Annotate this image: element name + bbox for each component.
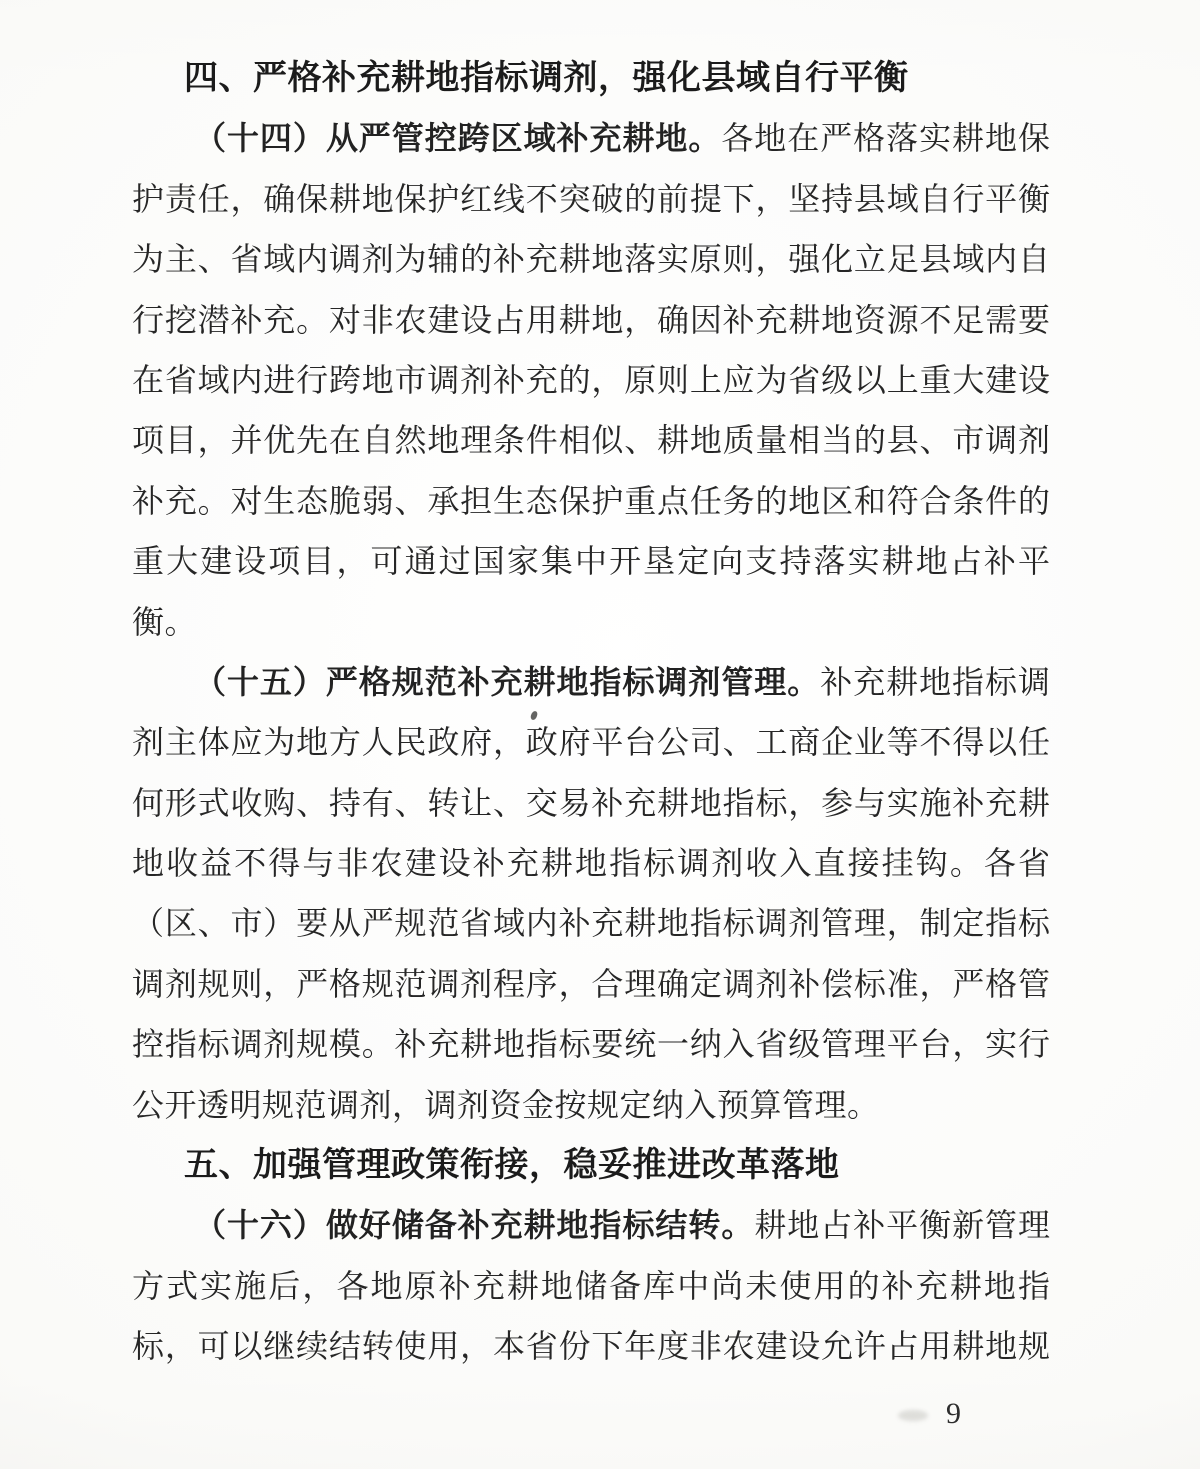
text-line [132, 652, 1050, 712]
text-line [132, 1195, 1050, 1255]
text-line: 为主、省域内调剂为辅的补充耕地落实原则，强化立足县域内自 [132, 241, 1050, 278]
paragraph-lead-in: （十四）从严管控跨区域补充耕地。 [194, 120, 722, 157]
text-line: 地收益不得与非农建设补充耕地指标调剂收入直接挂钩。各省 [132, 845, 1050, 882]
paragraph-lead-in: （十六）做好储备补充耕地指标结转。 [194, 1207, 755, 1244]
scan-smudge [898, 1410, 928, 1421]
text-run: 各地在严格落实耕地保 [721, 120, 1050, 157]
text-line: 衡。 [132, 603, 198, 640]
document-text-block [132, 48, 1050, 1377]
text-line: 标，可以继续结转使用，本省份下年度非农建设允许占用耕地规 [132, 1328, 1050, 1365]
section-heading: 四、严格补充耕地指标调剂，强化县域自行平衡 [184, 59, 909, 97]
text-line: 剂主体应为地方人民政府，政府平台公司、工商企业等不得以任 [132, 724, 1050, 761]
text-line: 方式实施后，各地原补充耕地储备库中尚未使用的补充耕地指 [132, 1267, 1050, 1304]
text-line: 行挖潜补充。对非农建设占用耕地，确因补充耕地资源不足需要 [132, 301, 1050, 338]
text-line: 在省域内进行跨地市调剂补充的，原则上应为省级以上重大建设 [132, 361, 1050, 398]
page-number: 9 [946, 1397, 961, 1430]
text-line: 控指标调剂规模。补充耕地指标要统一纳入省级管理平台，实行 [132, 1026, 1050, 1063]
text-line [132, 108, 1050, 168]
text-line: 补充。对生态脆弱、承担生态保护重点任务的地区和符合条件的 [132, 482, 1050, 519]
text-line: 项目，并优先在自然地理条件相似、耕地质量相当的县、市调剂 [132, 422, 1050, 459]
section-heading: 五、加强管理政策衔接，稳妥推进改革落地 [184, 1146, 840, 1185]
text-line: 护责任，确保耕地保护红线不突破的前提下，坚持县域自行平衡 [132, 180, 1050, 217]
text-run: 耕地占补平衡新管理 [754, 1207, 1050, 1244]
text-line: （区、市）要从严规范省域内补充耕地指标调剂管理，制定指标 [132, 905, 1050, 942]
paragraph-lead-in: （十五）严格规范补充耕地指标调剂管理。 [194, 663, 821, 700]
text-line: 何形式收购、持有、转让、交易补充耕地指标，参与实施补充耕 [132, 784, 1050, 821]
text-line: 公开透明规范调剂，调剂资金按规定纳入预算管理。 [132, 1086, 880, 1123]
text-run: 补充耕地指标调 [820, 663, 1050, 700]
text-line: 重大建设项目，可通过国家集中开垦定向支持落实耕地占补平 [132, 543, 1050, 580]
text-line: 调剂规则，严格规范调剂程序，合理确定调剂补偿标准，严格管 [132, 965, 1050, 1002]
